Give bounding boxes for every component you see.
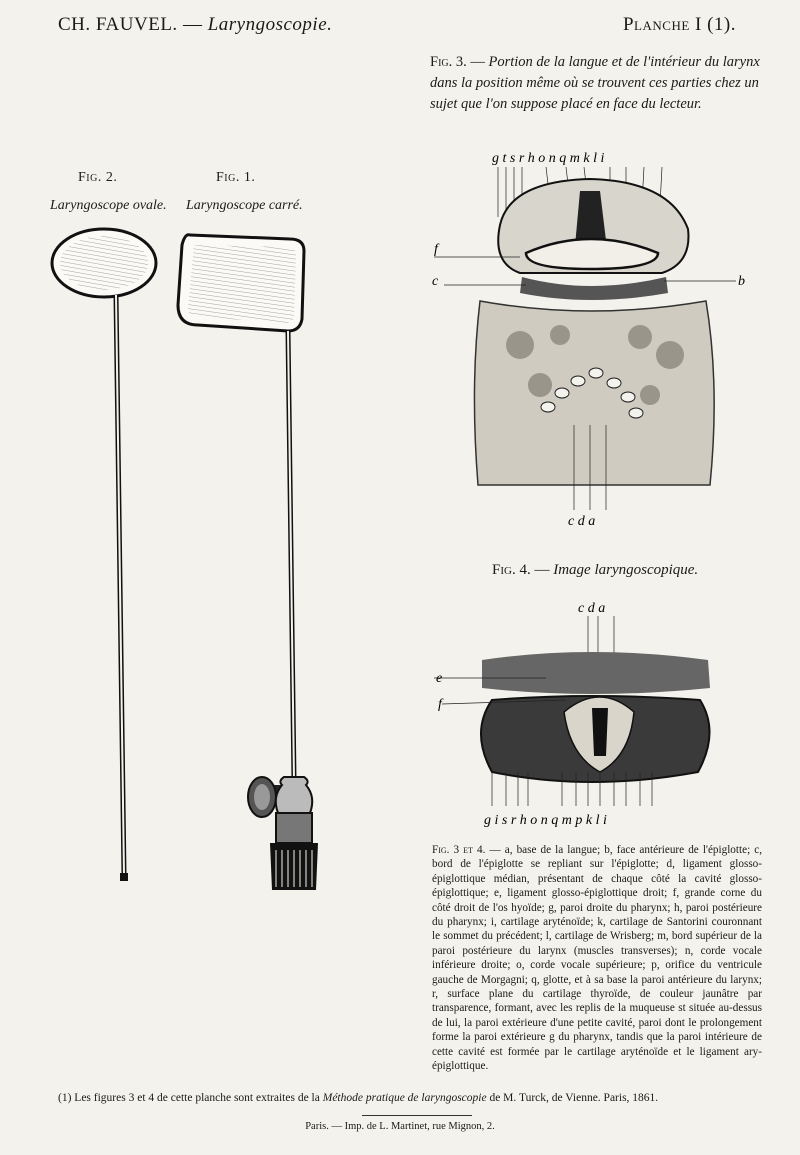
fig3-caption [430,52,760,115]
oval-laryngoscope-illustration [40,225,170,885]
fig3-bottom-letters: c d a [568,514,596,529]
author: CH. FAUVEL. [58,14,178,35]
fig1-label: Fig. 1. [216,170,256,185]
fig4-caption [492,562,698,579]
figure-legend [432,843,762,1074]
footnote [58,1092,748,1104]
fig4-top-letters: c d a [578,601,606,616]
fig4-laryngoscopic-image [430,596,760,832]
fig2-label: Fig. 2. [78,170,118,185]
fig4-caption-text: Image laryngoscopique. [553,562,699,578]
fig1-subtitle: Laryngoscope carré. [186,198,303,213]
fig2-subtitle: Laryngoscope ovale. [50,198,167,213]
fig4-label-f: f [438,697,442,712]
fig3-label: Fig. 3. — [430,54,485,70]
page-header-left [58,14,332,36]
square-laryngoscope-illustration [170,225,330,905]
fig4-label-e: e [436,671,443,686]
printer-imprint: Paris. — Imp. de L. Martinet, rue Mignon, 2. [305,1121,495,1132]
fig3-label-b: b [738,274,745,289]
book-title: Laryngoscopie. [207,14,333,35]
footnote-text-before: Les figures 3 et 4 de cette planche sont extraites de la [74,1092,320,1104]
fig3-label-c: c [432,274,439,289]
header-dash: — [182,14,203,35]
legend-label: Fig. 3 et 4. — [432,844,501,856]
fig3-caption-text: Portion de la langue et de l'intérieur du larynx dans la position même où se trouvent ces parties chez un sujet que l'on suppose placé en face du lecteur. [430,54,760,112]
fig3-label-f: f [434,242,438,257]
footnote-work-title: Méthode pratique de laryngoscopie [322,1092,487,1104]
footnote-marker: (1) [58,1092,72,1104]
legend-text: a, base de la langue; b, face antérieure de l'épiglotte; c, bord de l'épiglotte se repliant sur l'épiglotte; d, ligament glosso-épiglottique médian, présentant de chaque côté la cavité glosso-épiglottique; e, ligament glosso-épiglottique droit; f, grande corne du côté droit de l'os hyoïde; g, paroi droite du pharynx; h, paroi postérieure du pharynx; i, cartilage aryténoïde; k, cartilage de Santorini couronnant le sommet du précédent; l, cartilage de Wrisberg; m, bord supérieur de la paroi postérieure du larynx (muscles transverses); n, corde vocale inférieure droite; o, corde vocale supérieure; p, orifice du ventricule gauche de Morgagni; q, glotte, et à sa base la paroi antérieure du larynx; r, surface plane du cartilage thyroïde, de couleur jaunâtre par transparence, formant, avec les replis de la muqueuse st située au-dessus de lui, la paroi extérieure d'une petite cavité, paroi dont le prolongement forme la paroi extérieure g du pharynx, tandis que la paroi intérieure de cette cavité est formée par le cartilage aryténoïde et le ligament ary-épiglottique. [432,844,763,1073]
fig3-larynx-illustration [430,145,760,530]
printer-divider [362,1115,472,1116]
fig4-label: Fig. 4. — [492,562,550,578]
fig3-top-letters: g t s r h o n q m k l i [492,151,605,166]
plate-number: Planche I (1). [622,14,736,35]
footnote-text-after: de M. Turck, de Vienne. Paris, 1861. [489,1092,659,1104]
fig4-bottom-letters: g i s r h o n q m p k l i [484,813,607,828]
